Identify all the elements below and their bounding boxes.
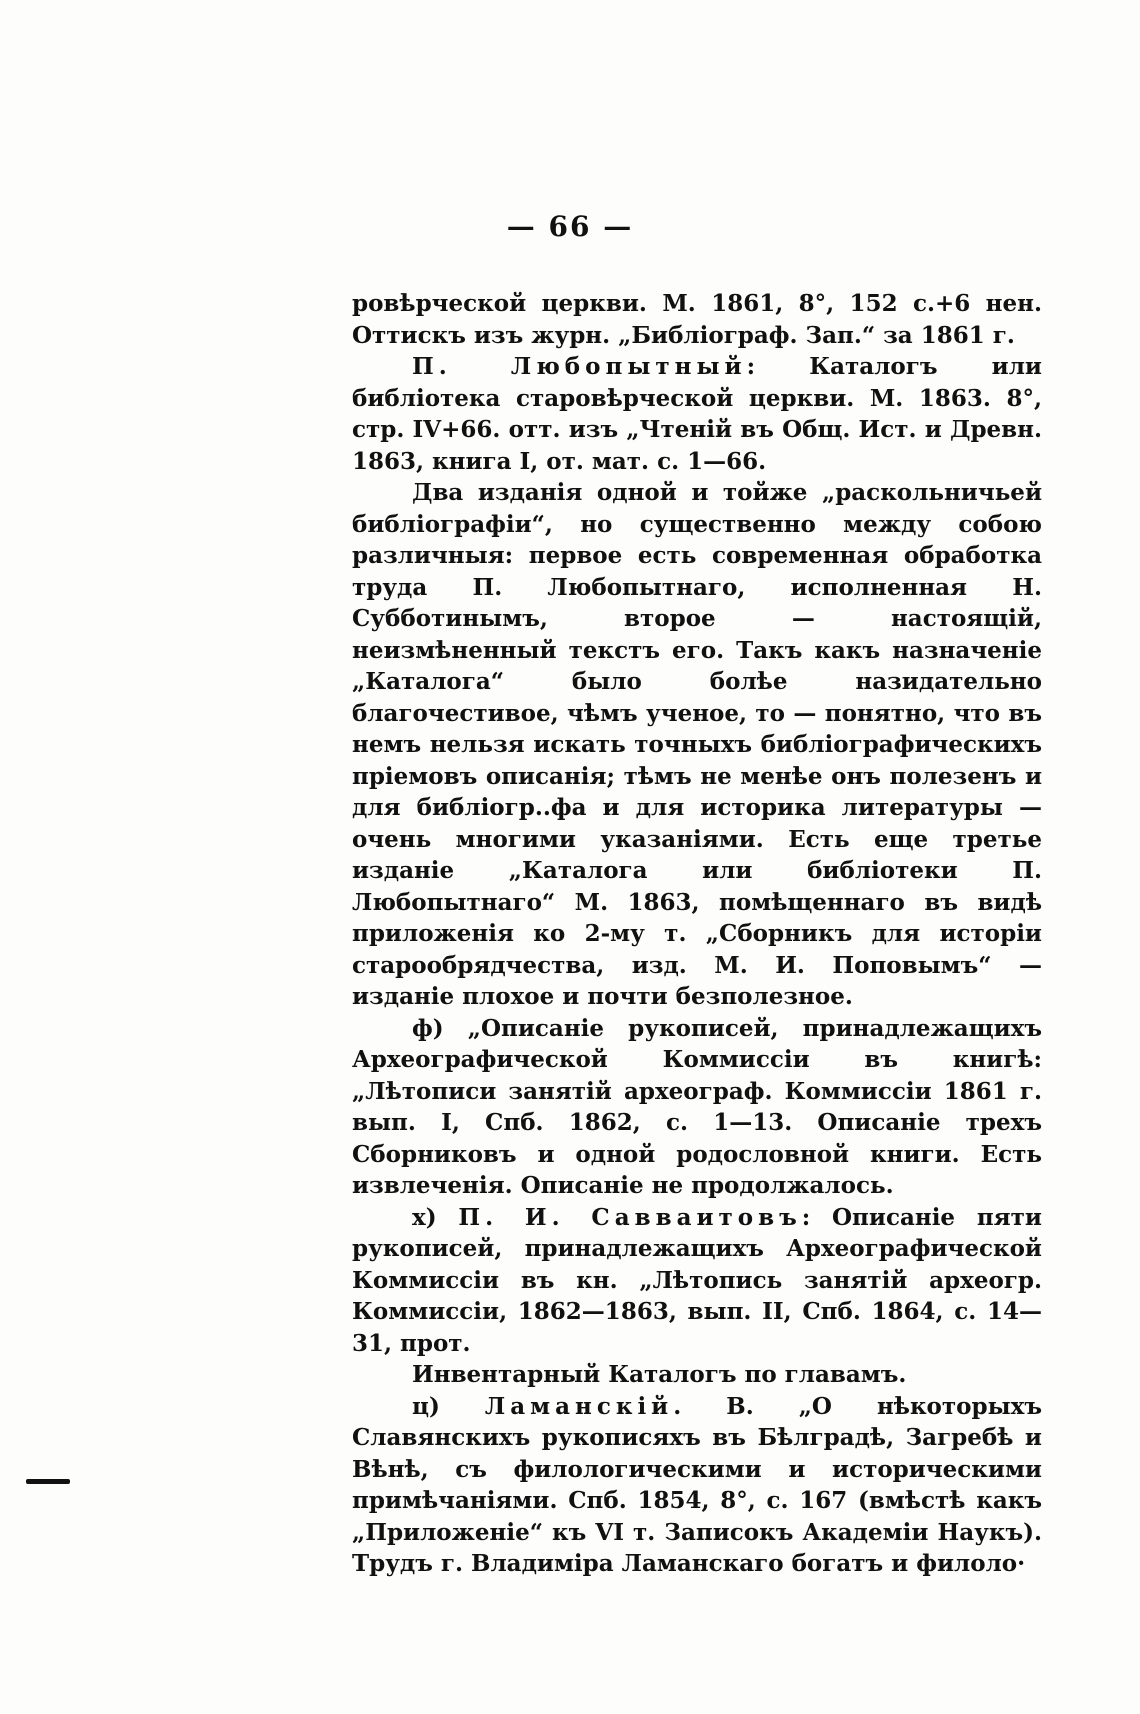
paragraph-6-text: Инвентарный Каталогъ по главамъ. bbox=[412, 1361, 907, 1388]
paragraph-5-text: : Описаніе пяти рукописей, принадлежащихъ Археографической Коммиссіи въ кн. „Лѣтопись занятій археогр. Коммиссіи, 1862—1863, вып. II, Спб. 1864, с. 14—31, прот. bbox=[352, 1203, 1042, 1357]
paragraph-7-author: Ламанскій bbox=[484, 1392, 674, 1420]
paragraph-4-text: ф) „Описаніе рукописей, принадлежащихъ Археографической Коммиссіи въ книгѣ: „Лѣтописи занятій археограф. Коммиссіи 1861 г. вып. I, Спб. 1862, с. 1—13. Описаніе трехъ Сборниковъ и одной родословной книги. Есть извлеченія. Описаніе не продолжалось. bbox=[352, 1014, 1042, 1199]
paragraph-2-text: : Каталогъ или библіотека старовѣрческой церкви. М. 1863. 8°, стр. IV+66. отт. изъ „Чтеній въ Общ. Ист. и Древн. 1863, книга I, от. мат. с. 1—66. bbox=[352, 353, 1042, 475]
page-number: — 66 — bbox=[506, 210, 634, 243]
page-body bbox=[352, 288, 1042, 1580]
paragraph-1-text: ровѣрческой церкви. М. 1861, 8°, 152 с.+6 нен. Оттискъ изъ журн. „Библіограф. Зап.“ за 1861 г. bbox=[352, 290, 1042, 349]
paragraph-2-author: П. Любопытный bbox=[412, 353, 747, 380]
paragraph-7-text: . В. „О нѣкоторыхъ Славянскихъ рукописяхъ въ Бѣлградѣ, Загребѣ и Вѣнѣ, съ филологическими и историческими примѣчаніями. Спб. 1854, 8°, с. 167 (вмѣстѣ какъ „Приложеніе“ къ VI т. Записокъ Академіи Наукъ). Трудъ г. Владиміра Ламанскаго богатъ и филоло· bbox=[352, 1392, 1042, 1577]
paragraph-7 bbox=[352, 1391, 1042, 1580]
paragraph-4 bbox=[352, 1013, 1042, 1202]
paragraph-7-prefix: ц) bbox=[412, 1392, 485, 1420]
paragraph-6 bbox=[352, 1359, 1042, 1391]
paragraph-3 bbox=[352, 477, 1042, 1013]
margin-ink-mark bbox=[26, 1479, 70, 1484]
paragraph-2 bbox=[352, 351, 1042, 477]
paragraph-1 bbox=[352, 288, 1042, 351]
paragraph-3-text: Два изданія одной и тойже „раскольничьей библіографіи“, но существенно между собою различныя: первое есть современная обработка труда П. Любопытнаго, исполненная Н. Субботинымъ, второе — настоящій, неизмѣненный текстъ его. Такъ какъ назначеніе „Каталога“ было болѣе назидательно благочестивое, чѣмъ ученое, то — понятно, что въ немъ нельзя искать точныхъ библіографическихъ пріемовъ описанія; тѣмъ не менѣе онъ полезенъ и для библіогр..фа и для историка литературы — очень многими указаніями. Есть еще третье изданіе „Каталога или библіотеки П. Любопытнаго“ М. 1863, помѣщеннаго въ видѣ приложенія ко 2-му т. „Сборникъ для исторіи старообрядчества, изд. М. И. Поповымъ“ — изданіе плохое и почти безполезное. bbox=[352, 479, 1042, 1010]
paragraph-5 bbox=[352, 1202, 1042, 1360]
paragraph-5-prefix: х) bbox=[412, 1203, 459, 1231]
paragraph-5-author: П. И. Савваитовъ bbox=[458, 1203, 802, 1231]
